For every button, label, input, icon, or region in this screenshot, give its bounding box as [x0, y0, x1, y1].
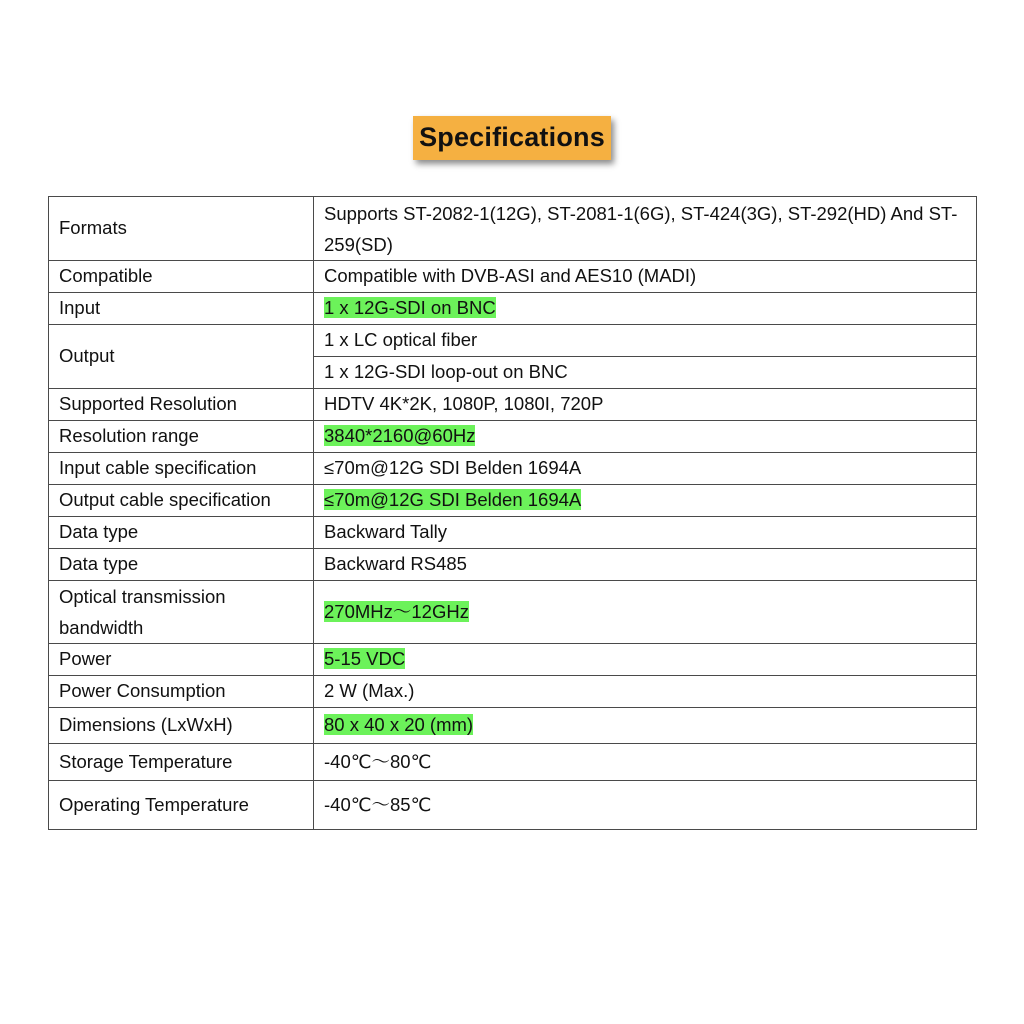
table-row: [49, 644, 977, 676]
spec-label: Power Consumption: [49, 676, 314, 708]
spec-value-text-highlighted: 3840*2160@60Hz: [324, 425, 476, 447]
table-row: [49, 781, 977, 830]
spec-label: Data type: [49, 517, 314, 549]
table-row: [49, 676, 977, 708]
spec-value: [314, 744, 977, 781]
table-row: [49, 517, 977, 549]
spec-value-text-highlighted: 80 x 40 x 20 (mm): [324, 714, 474, 736]
spec-label: Dimensions (LxWxH): [49, 708, 314, 744]
spec-value-text: 1 x LC optical fiber: [324, 329, 478, 351]
spec-value: [314, 325, 977, 357]
spec-label: Resolution range: [49, 421, 314, 453]
table-row: [49, 453, 977, 485]
spec-label: Operating Temperature: [49, 781, 314, 830]
spec-label: Supported Resolution: [49, 389, 314, 421]
spec-value-text: -40℃～85℃: [324, 793, 432, 815]
spec-value: [314, 389, 977, 421]
spec-value: [314, 517, 977, 549]
spec-value: [314, 644, 977, 676]
spec-label: Input: [49, 293, 314, 325]
spec-label: Optical transmission bandwidth: [49, 581, 314, 644]
table-row: [49, 708, 977, 744]
spec-value: [314, 781, 977, 830]
table-row: [49, 485, 977, 517]
spec-value: [314, 549, 977, 581]
title-container: [0, 116, 1024, 160]
table-row: [49, 549, 977, 581]
spec-label: Formats: [49, 197, 314, 261]
spec-value-text: 2 W (Max.): [324, 680, 415, 702]
table-row: [49, 581, 977, 644]
spec-value-text-highlighted: 5-15 VDC: [324, 648, 406, 670]
table-row: [49, 197, 977, 261]
spec-value: [314, 581, 977, 644]
table-row: [49, 421, 977, 453]
spec-value: [314, 708, 977, 744]
table-row: [49, 261, 977, 293]
spec-value-text: Supports ST-2082-1(12G), ST-2081-1(6G), ST-424(3G), ST-292(HD) And ST-259(SD): [324, 202, 958, 255]
spec-value-text: ≤70m@12G SDI Belden 1694A: [324, 457, 582, 479]
spec-value-text: Backward RS485: [324, 553, 467, 575]
table-row: [49, 744, 977, 781]
spec-value: [314, 197, 977, 261]
spec-value: [314, 293, 977, 325]
spec-value: [314, 453, 977, 485]
spec-label: Data type: [49, 549, 314, 581]
spec-value-text: Compatible with DVB-ASI and AES10 (MADI): [324, 265, 697, 287]
spec-label: Input cable specification: [49, 453, 314, 485]
spec-value: [314, 421, 977, 453]
spec-value: [314, 485, 977, 517]
spec-label: Compatible: [49, 261, 314, 293]
spec-value-text: Backward Tally: [324, 521, 448, 543]
spec-value-text-highlighted: 1 x 12G-SDI on BNC: [324, 297, 496, 319]
page-title: Specifications: [413, 116, 611, 160]
spec-value: [314, 357, 977, 389]
table-row: [49, 389, 977, 421]
table-row: [49, 293, 977, 325]
spec-label: Storage Temperature: [49, 744, 314, 781]
spec-value: [314, 261, 977, 293]
table-row: [49, 325, 977, 357]
spec-value-text: HDTV 4K*2K, 1080P, 1080I, 720P: [324, 393, 604, 415]
spec-label: Power: [49, 644, 314, 676]
spec-value-text-highlighted: ≤70m@12G SDI Belden 1694A: [324, 489, 582, 511]
spec-value-text: 1 x 12G-SDI loop-out on BNC: [324, 361, 568, 383]
spec-label: Output cable specification: [49, 485, 314, 517]
spec-value-text-highlighted: 270MHz～12GHz: [324, 600, 469, 622]
specifications-table: [48, 196, 977, 830]
spec-value-text: -40℃～80℃: [324, 750, 432, 772]
spec-value: [314, 676, 977, 708]
spec-label: Output: [49, 325, 314, 389]
